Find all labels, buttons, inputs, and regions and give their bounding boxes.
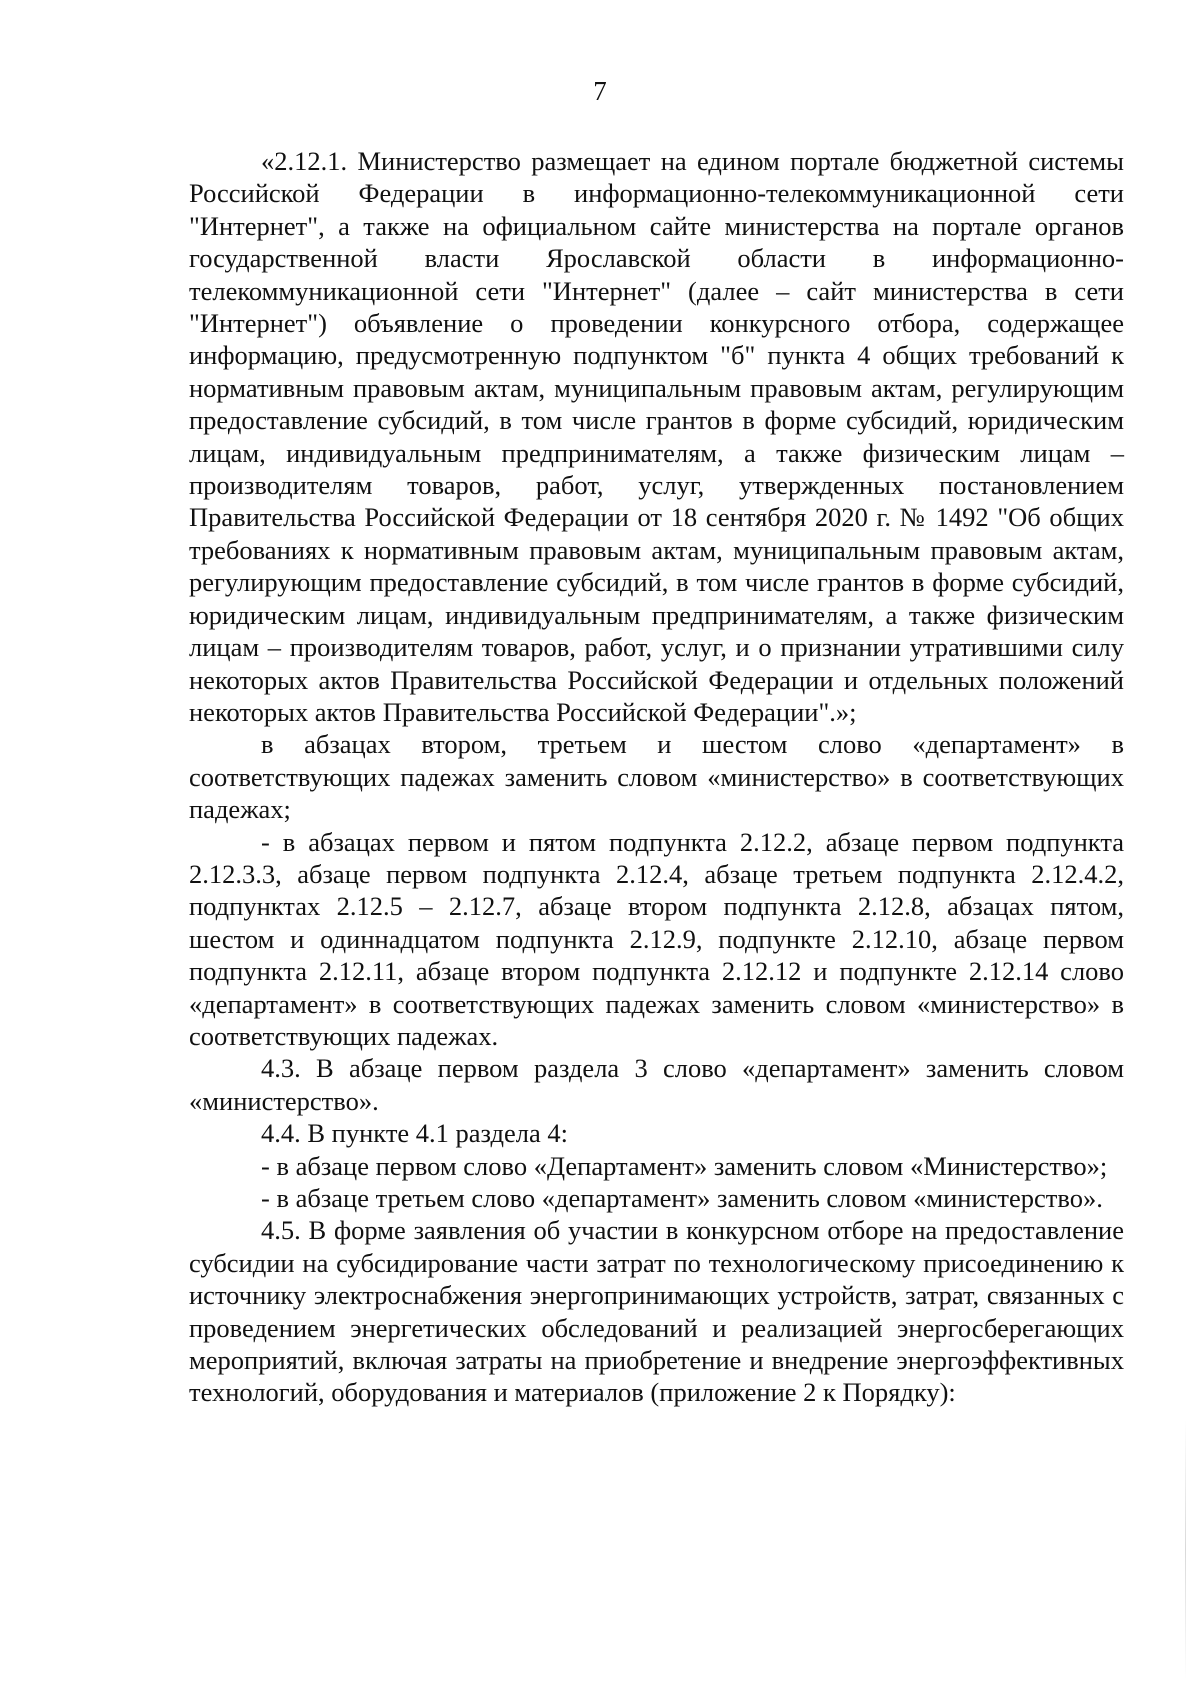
paragraph-4-5: 4.5. В форме заявления об участии в конкурсном отборе на предоставление субсидии на субсидирование части затрат по технологическому присоединению к источнику электроснабжения энергопринимающих устройств, затрат, связанных с проведением энергетических обследований и реализацией энергосберегающих мероприятий, включая затраты на приобретение и внедрение энергоэффективных технологий, оборудования и материалов (приложение 2 к Порядку): [189, 1215, 1124, 1408]
paragraph-amend-subitems-2-12: - в абзацах первом и пятом подпункта 2.12.2, абзаце первом подпункта 2.12.3.3, абзаце первом подпункта 2.12.4, абзаце третьем подпункта 2.12.4.2, подпунктах 2.12.5 – 2.12.7, абзаце втором подпункта 2.12.8, абзацах пятом, шестом и одиннадцатом подпункта 2.12.9, подпункте 2.12.10, абзаце первом подпункта 2.12.11, абзаце втором подпункта 2.12.12 и подпункте 2.12.14 слово «департамент» в соответствующих падежах заменить словом «министерство» в соответствующих падежах. [189, 826, 1124, 1051]
scan-edge-mark [1185, 1420, 1186, 1680]
paragraph-4-4-third: - в абзаце третьем слово «департамент» заменить словом «министерство». [261, 1183, 1103, 1213]
paragraph-4-4: 4.4. В пункте 4.1 раздела 4: [261, 1118, 569, 1149]
document-body [189, 145, 1124, 1409]
page-number: 7 [593, 76, 607, 106]
paragraph-4-4-first: - в абзаце первом слово «Департамент» заменить словом «Министерство»; [261, 1150, 1108, 1181]
paragraph-2-12-1: «2.12.1. Министерство размещает на едином портале бюджетной системы Российской Федерации в информационно-телекоммуникационной сети "Интернет", а также на официальном сайте министерства на портале органов государственной власти Ярославской области в информационно-телекоммуникационной сети "Интернет" (далее – сайт министерства в сети "Интернет") объявление о проведении конкурсного отбора, содержащее информацию, предусмотренную подпунктом "б" пункта 4 общих требований к нормативным правовым актам, муниципальным правовым актам, регулирующим предоставление субсидий, в том числе грантов в форме субсидий, юридическим лицам, индивидуальным предпринимателям, а также физическим лицам – производителям товаров, работ, услуг, утвержденных постановлением Правительства Российской Федерации от 18 сентября 2020 г. № 1492 "Об общих требованиях к нормативным правовым актам, муниципальным правовым актам, регулирующим предоставление субсидий, в том числе грантов в форме субсидий, юридическим лицам, индивидуальным предпринимателям, а также физическим лицам – производителям товаров, работ, услуг, и о признании утратившими силу некоторых актов Правительства Российской Федерации и отдельных положений некоторых актов Правительства Российской Федерации".»; [189, 146, 1124, 727]
paragraph-amend-paragraphs-2-3-6: в абзацах втором, третьем и шестом слово «департамент» в соответствующих падежах заменить словом «министерство» в соответствующих падежах; [189, 729, 1124, 825]
paragraph-4-3: 4.3. В абзаце первом раздела 3 слово «департамент» заменить словом «министерство». [189, 1053, 1124, 1116]
